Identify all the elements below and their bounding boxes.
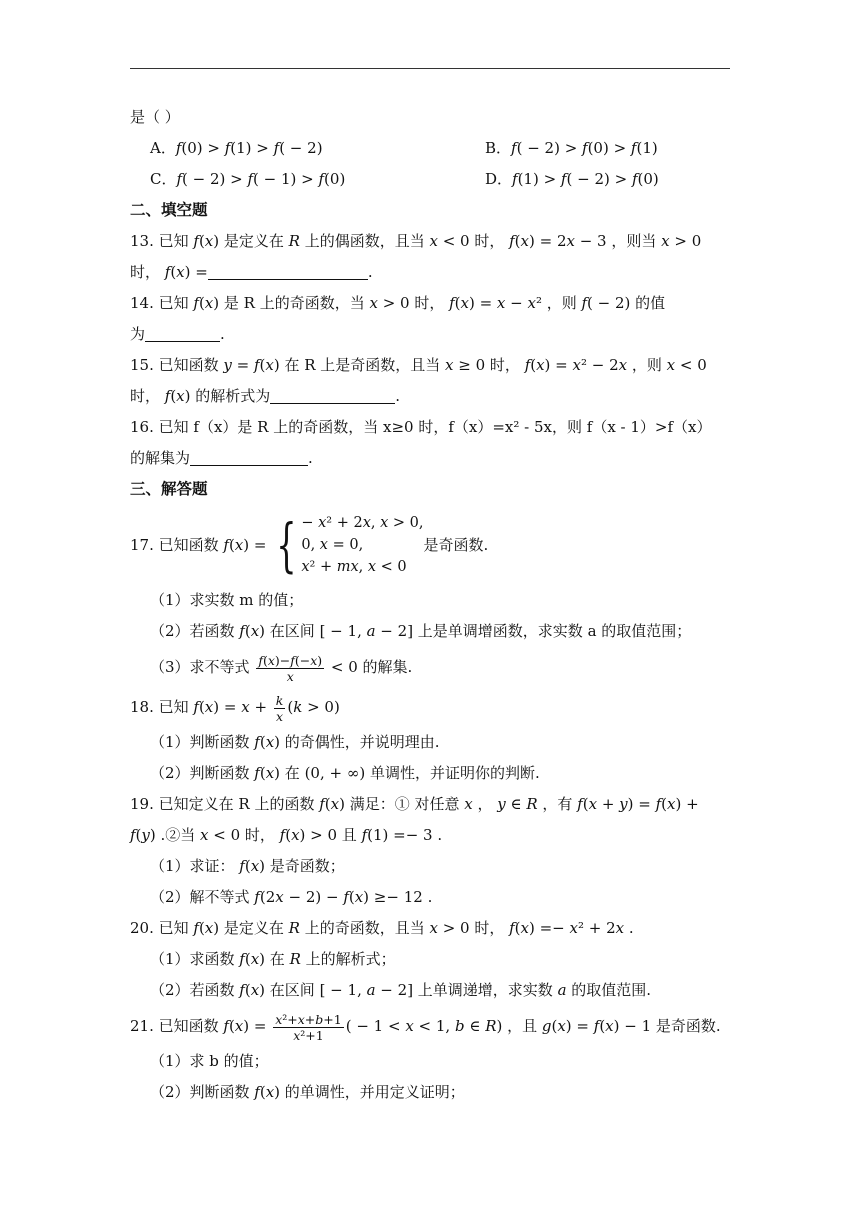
denominator: 𝑥 (286, 668, 294, 684)
q16-line2 (130, 443, 730, 474)
section-solve-title: 三、解答题 (130, 480, 208, 498)
q13-end: . (367, 263, 373, 281)
case-3: 𝑥² + 𝑚𝑥, 𝑥 < 0 (301, 559, 407, 575)
q13-text: 时， 𝑓(𝑥) = (130, 263, 208, 281)
q15-text: 时， 𝑓(𝑥) 的解析式为 (130, 387, 271, 405)
q17-p3-pre: （3）求不等式 (150, 658, 255, 676)
q17-p3-post: < 0 的解集. (326, 658, 413, 676)
q21-post: ( − 1 < 𝑥 < 1, 𝑏 ∈ 𝑅) ，且 𝑔(𝑥) = 𝑓(𝑥) − 1 是奇函数. (345, 1017, 721, 1035)
q19-line2: 𝑓(𝑦) .②当 𝑥 < 0 时， 𝑓(𝑥) > 0 且 𝑓(1) =− 3 . (130, 826, 443, 844)
fraction (256, 653, 324, 684)
q17-pre: 17. 已知函数 𝑓(𝑥) = (130, 535, 267, 554)
option-b: B．𝑓( − 2) > 𝑓(0) > 𝑓(1) (485, 139, 658, 157)
q18-part1: （1）判断函数 𝑓(𝑥) 的奇偶性，并说明理由. (150, 733, 440, 751)
q13-line1: 13. 已知 𝑓(𝑥) 是定义在 𝑅 上的偶函数，且当 𝑥 < 0 时， 𝑓(𝑥) = 2𝑥 − 3 ，则当 𝑥 > 0 (130, 232, 702, 250)
q14-line1: 14. 已知 𝑓(𝑥) 是 R 上的奇函数，当 𝑥 > 0 时， 𝑓(𝑥) = 𝑥 − 𝑥² ，则 𝑓( − 2) 的值 (130, 294, 666, 312)
q19-part2: （2）解不等式 𝑓(2𝑥 − 2) − 𝑓(𝑥) ≥− 12 . (150, 888, 433, 906)
fraction (274, 693, 286, 724)
q17-stem (130, 507, 730, 583)
q18-post: (𝑘 > 0) (287, 698, 340, 716)
fraction (273, 1012, 344, 1043)
q12-options-row1 (130, 133, 730, 164)
q17-part2: （2）若函数 𝑓(𝑥) 在区间 [ − 1, 𝑎 − 2] 上是单调增函数，求实数 a 的取值范围； (150, 622, 692, 640)
answer-blank (270, 385, 395, 404)
brace-symbol: { (276, 511, 298, 579)
q12-tail: 是（ ） (130, 108, 180, 126)
option-c: C．𝑓( − 2) > 𝑓( − 1) > 𝑓(0) (150, 170, 346, 188)
q15-end: . (395, 387, 401, 405)
q19-line1: 19. 已知定义在 R 上的函数 𝑓(𝑥) 满足：① 对任意 𝑥 ， 𝑦 ∈ 𝑅 ，有 𝑓(𝑥 + 𝑦) = 𝑓(𝑥) + (130, 795, 699, 813)
numerator: 𝑥²+𝑥+𝑏+1 (275, 1011, 342, 1027)
denominator: 𝑥²+1 (293, 1027, 324, 1043)
answer-blank (145, 323, 220, 342)
numerator: 𝑘 (275, 692, 284, 708)
option-d: D．𝑓(1) > 𝑓( − 2) > 𝑓(0) (485, 170, 659, 188)
q14-end: . (220, 325, 225, 343)
header-rule (130, 68, 730, 69)
piecewise-cases (301, 512, 423, 578)
exam-content (130, 102, 730, 1108)
q17-post: 是奇函数. (423, 535, 489, 554)
q21-part2: （2）判断函数 𝑓(𝑥) 的单调性，并用定义证明； (150, 1083, 465, 1101)
q21-stem (130, 1006, 730, 1046)
q16-line1: 16. 已知 f（x）是 R 上的奇函数，当 x≥0 时，f（x）=x² - 5x，则 f（x - 1）>f（x） (130, 418, 712, 436)
q15-line2 (130, 381, 730, 412)
q14-line2 (130, 319, 730, 350)
q18-pre: 18. 已知 𝑓(𝑥) = 𝑥 + (130, 698, 272, 716)
q17-part3 (130, 647, 730, 687)
answer-blank (208, 261, 368, 280)
option-a: A．𝑓(0) > 𝑓(1) > 𝑓( − 2) (150, 139, 323, 157)
answer-blank (190, 447, 308, 466)
case-2: 0, 𝑥 = 0, (301, 537, 364, 553)
q21-part1: （1）求 b 的值； (150, 1052, 269, 1070)
section-fill-title: 二、填空题 (130, 201, 208, 219)
q20-part2: （2）若函数 𝑓(𝑥) 在区间 [ − 1, 𝑎 − 2] 上单调递增，求实数 𝑎 的取值范围. (150, 981, 652, 999)
q15-line1: 15. 已知函数 𝑦 = 𝑓(𝑥) 在 R 上是奇函数，且当 𝑥 ≥ 0 时， 𝑓(𝑥) = 𝑥² − 2𝑥 ，则 𝑥 < 0 (130, 356, 707, 374)
q14-text: 为 (130, 325, 146, 343)
numerator: 𝑓(𝑥)−𝑓(−𝑥) (258, 652, 323, 668)
q20-part1: （1）求函数 𝑓(𝑥) 在 𝑅 上的解析式； (150, 950, 396, 968)
q17-part1: （1）求实数 m 的值； (150, 591, 304, 609)
q13-line2 (130, 257, 730, 288)
q19-part1: （1）求证： 𝑓(𝑥) 是奇函数； (150, 857, 345, 875)
q18-stem (130, 687, 730, 727)
q21-pre: 21. 已知函数 𝑓(𝑥) = (130, 1017, 272, 1035)
q18-part2: （2）判断函数 𝑓(𝑥) 在 (0, + ∞) 单调性，并证明你的判断. (150, 764, 540, 782)
q16-text: 的解集为 (130, 449, 191, 467)
q12-options-row2 (130, 164, 730, 195)
q16-end: . (308, 449, 313, 467)
case-1: − 𝑥² + 2𝑥, 𝑥 > 0, (301, 515, 424, 531)
q20-line1: 20. 已知 𝑓(𝑥) 是定义在 𝑅 上的奇函数，且当 𝑥 > 0 时， 𝑓(𝑥) =− 𝑥² + 2𝑥 . (130, 919, 634, 937)
denominator: 𝑥 (276, 708, 284, 724)
